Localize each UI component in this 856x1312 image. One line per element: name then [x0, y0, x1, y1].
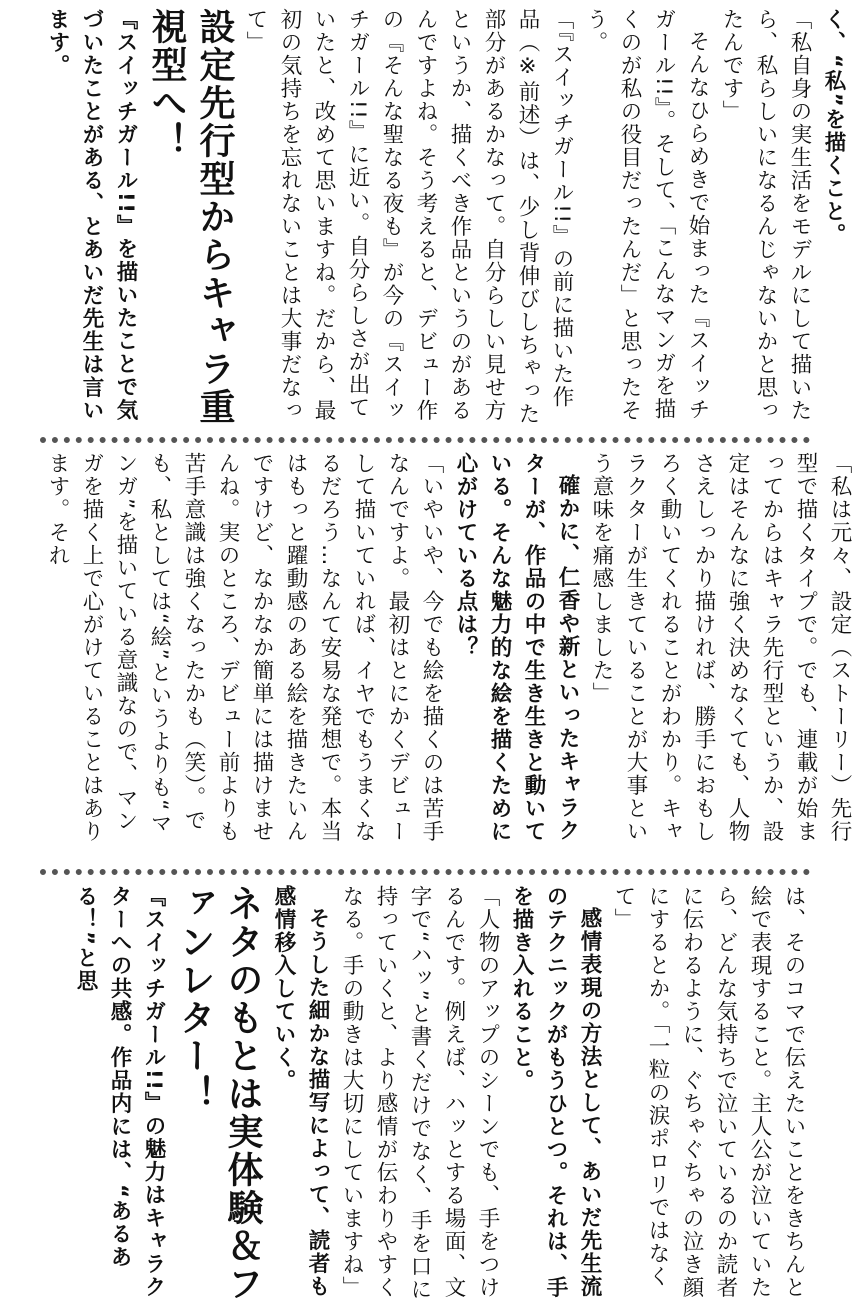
lead-text: そうした細かな描写によって、読者も感情移入していく。 [271, 885, 330, 1298]
section-heading: 設定先行型からキャラ重視型へ！ [146, 8, 235, 426]
quote-paragraph: 「いやいや、今でも絵を描くのは苦手なんですよ。最初はとにかくデビューして描いていれば、イヤでもうまくなるだろう…なんて安易な発想で。本当はもっと躍動感のある絵を描きたいんですけど、なかなか簡単には描けませんね。実のところ、デビュー前よりも苦手意識は強くなったかも（笑）。でも、私としては“絵”というよりも“マンガ”を描いている意識なので、マンガを描く上で心がけていることはあります。それ [45, 452, 444, 843]
lead-text: 『スイッチガール!!』を描いたことで気づいたことがある、とあいだ先生は言います。 [45, 8, 138, 422]
quote-paragraph: 「人物のアップのシーンでも、手をつけるんです。例えば、ハッとする場面、文字で“ハッ”と書くだけでなく、手を口に持っていくと、より感情が伝わりやすくなる。手の動きは大切にしていますね」 [339, 885, 500, 1302]
section-3-column [68, 885, 810, 1305]
body-paragraph: は、そのコマで伝えたいことをきちんと絵で表現すること。主人公が泣いていたら、どんな気持ちで泣いているのか読者に伝わるように、ぐちゃぐちゃの泣き顔にするとか。「一粒の涙ポロリではなくて」 [611, 885, 806, 1299]
quote-paragraph: 「私は元々、設定（ストーリー）先行型で描くタイプで。でも、連載が始まってからはキャラ先行型というか、設定はそんなに強く決めなくても、人物さえしっかり描ければ、勝手におもしろく動いてくれることがわかり。キャラクターが生きていることが大事という意味を痛感しました」 [589, 452, 852, 843]
lead-text: 感情表現の方法として、あいだ先生流のテクニックがもうひとつ。それは、手を描き入れること。 [509, 885, 602, 1299]
quote-paragraph: 「『スイッチガール!!』の前に描いた作品（※前述）は、少し背伸びしちゃった部分があるかなって。自分らしい見せ方というか、描くべき作品というのがあるんですよね。そう考えると、デビュー作の『そんな聖なる夜も』が今の『スイッチガール!!』に近い。自分らしさが出ていたと、改めて思いますね。だから、最初の気持ちを忘れないことは大事だなって」 [243, 8, 574, 426]
section-heading: ネタのもとは実体験＆ファンレター！ [174, 885, 263, 1303]
section-1-column [40, 8, 850, 428]
dotted-divider [40, 869, 810, 875]
lead-text: く、“私”を描くこと。 [821, 8, 846, 247]
quote-paragraph: 「私自身の実生活をモデルにして描いたら、私らしいになるんじゃないかと思ったんです」 [719, 8, 812, 422]
lead-text: 『スイッチガール!!』の魅力はキャラクターへの共感。作品内には、“あるある！”と思 [73, 885, 166, 1299]
section-2 [40, 452, 852, 852]
dotted-divider [40, 437, 810, 443]
section-3 [40, 885, 810, 1305]
section-1 [40, 8, 846, 428]
lead-text: 確かに、仁香や新といったキャラクターが、作品の中で生き生きと動いている。そんな魅力的な絵を描くために心がけている点は？ [453, 452, 580, 843]
section-2-column [40, 452, 856, 852]
body-paragraph: そんなひらめきで始まった『スイッチガール!!』。そして、「こんなマンガを描くのが私の役目だったんだ」と思ったそう。 [583, 8, 710, 422]
